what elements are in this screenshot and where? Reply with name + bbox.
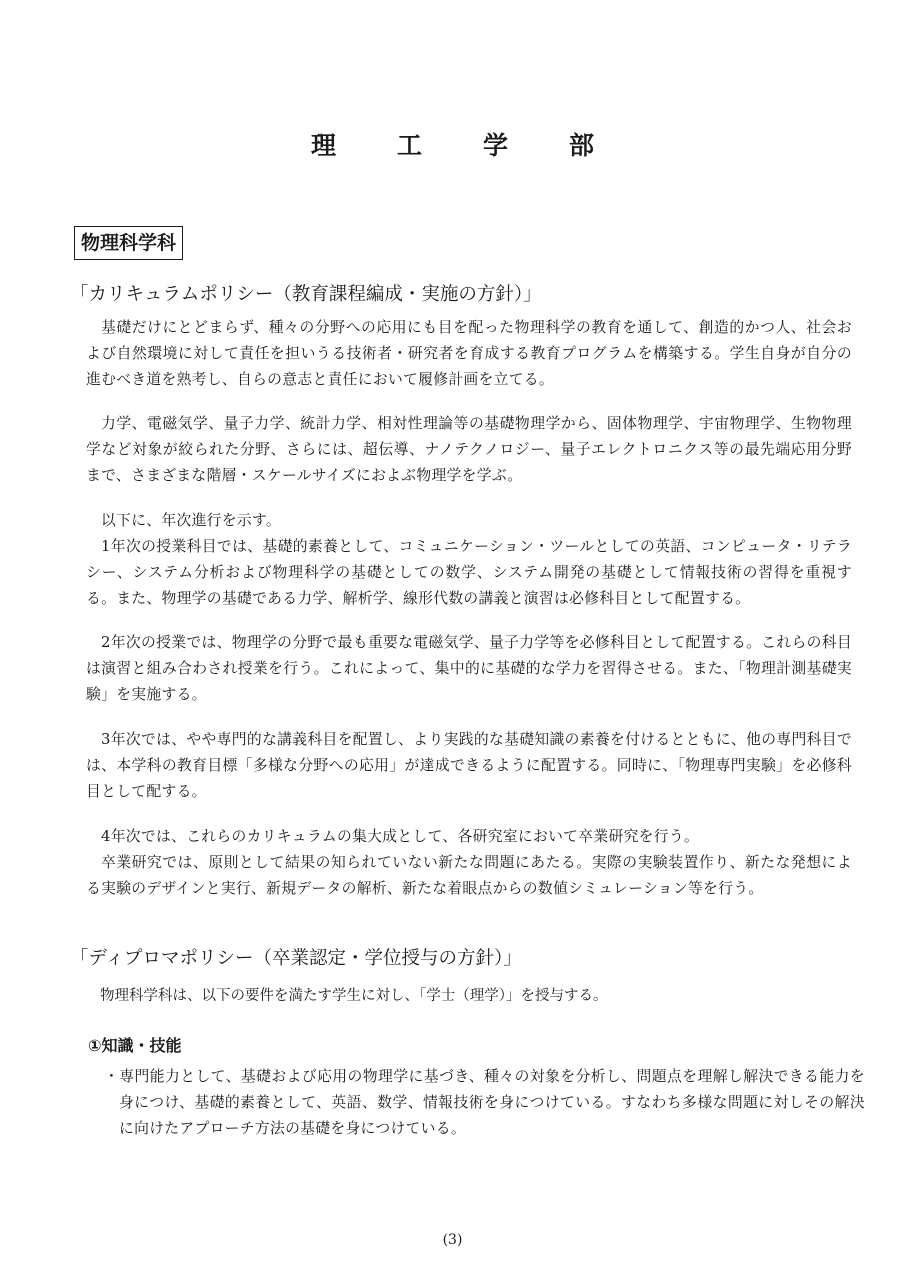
curriculum-paragraph: 1年次の授業科目では、基礎的素養として、コミュニケーション・ツールとしての英語、コンピュータ・リテラシー、システム分析および物理科学の基礎としての数学、システム開発の基礎として情報技術の習得を重視する。また、物理学の基礎である力学、解析学、線形代数の講義と演習は必修科目として配置する。 — [86, 538, 852, 607]
curriculum-paragraph-6-block — [86, 727, 852, 805]
curriculum-policy-heading: 「カリキュラムポリシー（教育課程編成・実施の方針）」 — [70, 284, 542, 305]
curriculum-paragraph: 基礎だけにとどまらず、種々の分野への応用にも目を配った物理科学の教育を通して、創造的かつ人、社会および自然環境に対して責任を担いうる技術者・研究者を育成する教育プログラムを構築する。学生自身が自分の進むべき道を熟考し、自らの意志と責任において履修計画を立てる。 — [86, 319, 852, 388]
page-title: 理 工 学 部 — [310, 131, 612, 160]
curriculum-paragraph: 力学、電磁気学、量子力学、統計力学、相対性理論等の基礎物理学から、固体物理学、宇宙物理学、生物物理学など対象が絞られた分野、さらには、超伝導、ナノテクノロジー、量子エレクトロニクス等の最先端応用分野まで、さまざまな階層・スケールサイズにおよぶ物理学を学ぶ。 — [86, 415, 852, 484]
curriculum-paragraph: 卒業研究では、原則として結果の知られていない新たな問題にあたる。実際の実験装置作り、新たな発想による実験のデザインと実行、新規データの解析、新たな着眼点からの数値シミュレーション等を行う。 — [86, 854, 852, 897]
curriculum-paragraph: 以下に、年次進行を示す。 — [101, 512, 281, 529]
curriculum-paragraph-7-block — [86, 824, 852, 902]
department-label: 物理科学科 — [74, 226, 183, 260]
curriculum-paragraph: 4年次では、これらのカリキュラムの集大成として、各研究室において卒業研究を行う。 — [101, 828, 700, 845]
diploma-lead-text: 物理科学科は、以下の要件を満たす学生に対し、「学士（理学）」を授与する。 — [100, 988, 608, 1004]
curriculum-paragraph-5-block — [86, 630, 852, 708]
curriculum-paragraph: 3年次では、やや専門的な講義科目を配置し、より実践的な基礎知識の素養を付けるとともに、他の専門科目では、本学科の教育目標「多様な分野への応用」が達成できるように配置する。同時に、「物理専門実験」を必修科目として配する。 — [86, 731, 852, 800]
curriculum-paragraph: 2年次の授業では、物理学の分野で最も重要な電磁気学、量子力学等を必修科目として配置する。これらの科目は演習と組み合わされ授業を行う。これによって、集中的に基礎的な学力を習得させる。また、「物理計測基礎実験」を実施する。 — [86, 634, 852, 703]
curriculum-paragraph-1-block — [86, 315, 852, 393]
knowledge-skills-heading: ①知識・技能 — [88, 1036, 182, 1055]
page-number: (3) — [442, 1232, 463, 1248]
curriculum-paragraph-2-block — [86, 411, 852, 489]
knowledge-skills-bullet: ・専門能力として、基礎および応用の物理学に基づき、種々の対象を分析し、問題点を理解し解決できる能力を身につけ、基礎的素養として、英語、数学、情報技術を身につけている。すなわち多様な問題に対しその解決に向けたアプローチ方法の基礎を身につけている。 — [104, 1068, 865, 1137]
diploma-policy-heading: 「ディプロマポリシー（卒業認定・学位授与の方針）」 — [70, 948, 522, 969]
curriculum-paragraph-3-block — [86, 508, 852, 612]
